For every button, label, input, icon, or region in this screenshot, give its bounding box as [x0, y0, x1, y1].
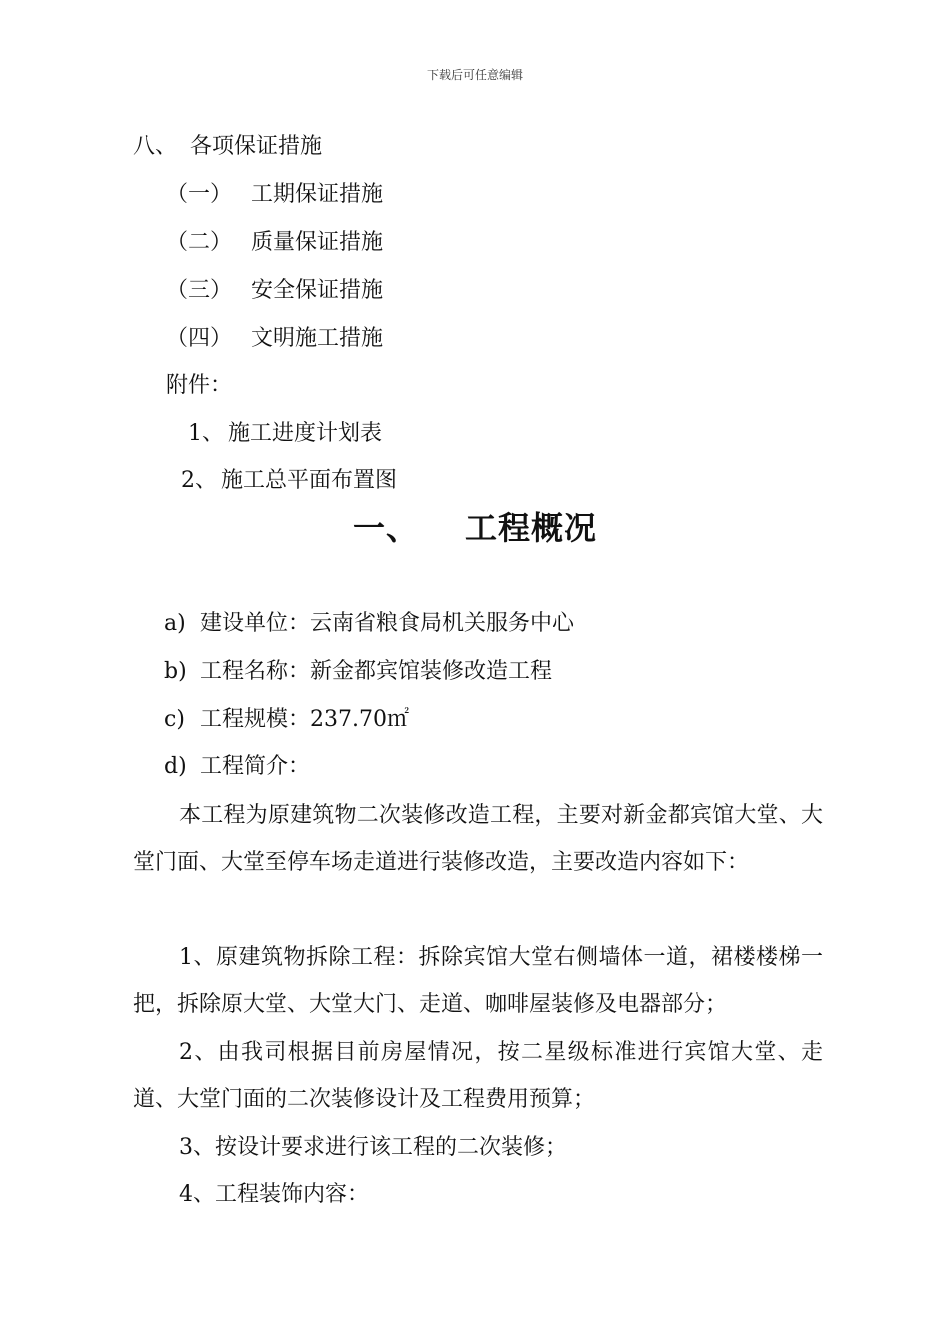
- toc-appendix-title: 施工总平面布置图: [221, 468, 398, 493]
- scope-point: 3、按设计要求进行该工程的二次装修；: [179, 1135, 567, 1160]
- section-1-title: 工程概况: [465, 509, 598, 547]
- toc-appendix-title: 施工进度计划表: [228, 421, 383, 446]
- scope-point: 1、原建筑物拆除工程：拆除宾馆大堂右侧墙体一道，裙楼楼梯一把，拆除原大堂、大堂大门、走道、咖啡屋装修及电器部分；: [133, 945, 823, 1017]
- section-1-num: 一、: [352, 509, 419, 547]
- toc-subitem-num: （四）: [166, 326, 233, 351]
- toc-section-8: [133, 132, 322, 162]
- toc-appendix-item: [188, 419, 382, 449]
- overview-item: [164, 752, 310, 782]
- overview-item-num: b): [164, 659, 187, 684]
- toc-appendix-num: 1、: [188, 421, 224, 446]
- header-note: 下载后可任意编辑: [426, 68, 523, 82]
- toc-subitem: [166, 324, 383, 354]
- scope-point: 2、由我司根据目前房屋情况，按二星级标准进行宾馆大堂、走道、大堂门面的二次装修设计及工程费用预算；: [133, 1040, 823, 1112]
- overview-item-num: d): [164, 754, 187, 779]
- overview-item: [164, 705, 409, 735]
- overview-item-num: a): [164, 611, 186, 636]
- overview-item-text: 工程规模：237.70㎡: [200, 707, 409, 732]
- toc-section-8-title: 各项保证措施: [190, 134, 323, 159]
- toc-subitem-num: （三）: [166, 278, 233, 303]
- toc-subitem-title: 工期保证措施: [251, 182, 384, 207]
- toc-subitem-title: 质量保证措施: [251, 230, 384, 255]
- toc-subitem-title: 文明施工措施: [251, 326, 384, 351]
- toc-appendix-item: [181, 466, 397, 496]
- intro-paragraph: 本工程为原建筑物二次装修改造工程，主要对新金都宾馆大堂、大堂门面、大堂至停车场走道进行装修改造，主要改造内容如下：: [133, 803, 823, 875]
- toc-appendix-label: 附件：: [166, 373, 233, 398]
- overview-item-num: c): [164, 707, 185, 732]
- toc-appendix-num: 2、: [181, 468, 217, 493]
- overview-item-text: 工程名称：新金都宾馆装修改造工程: [200, 659, 553, 684]
- toc-subitem-title: 安全保证措施: [251, 278, 384, 303]
- toc-subitem: [166, 228, 383, 258]
- overview-item: [164, 657, 552, 687]
- toc-section-8-num: 八、: [133, 134, 178, 159]
- toc-subitem-num: （二）: [166, 230, 233, 255]
- overview-item: [164, 609, 574, 639]
- toc-subitem: [166, 180, 383, 210]
- overview-item-text: 工程简介：: [200, 754, 311, 779]
- toc-subitem: [166, 276, 383, 306]
- toc-subitem-num: （一）: [166, 182, 233, 207]
- overview-item-text: 建设单位：云南省粮食局机关服务中心: [200, 611, 575, 636]
- section-1-heading: [0, 506, 950, 550]
- scope-point: 4、工程装饰内容：: [179, 1182, 369, 1207]
